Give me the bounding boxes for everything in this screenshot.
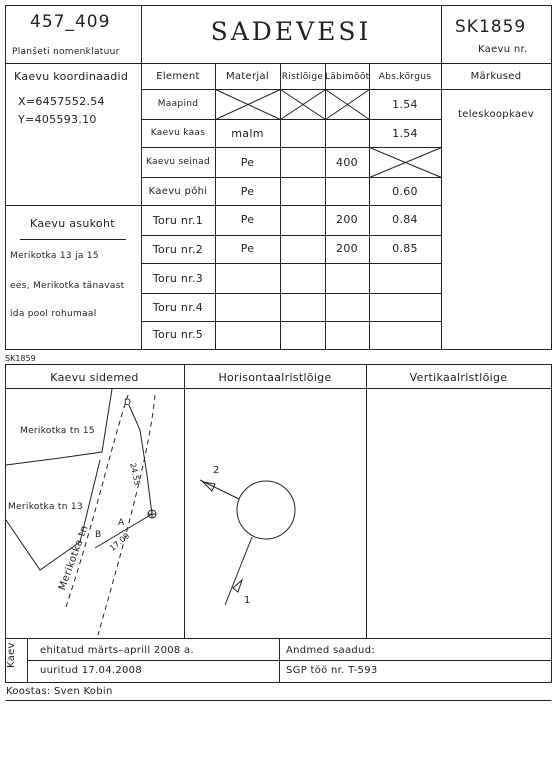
location-line-2: ees, Merikotka tänavast — [10, 281, 125, 291]
row-elevation: 0.60 — [392, 185, 418, 198]
col-header-material: Materjal — [225, 71, 270, 82]
row-element: Kaevu põhi — [148, 186, 208, 197]
location-underline — [20, 239, 126, 240]
footer-side-label: Kaev — [6, 642, 17, 668]
pipe-label-2: 2 — [213, 465, 220, 476]
well-id: SK1859 — [455, 17, 527, 37]
built-date: ehitatud märts–aprill 2008 a. — [40, 645, 194, 656]
point-label-a: A — [118, 518, 125, 528]
col-header-notes: Märkused — [470, 71, 522, 82]
row-material: Pe — [240, 185, 255, 198]
col-header-diameter: Läbimõõt — [325, 72, 370, 82]
author: Koostas: Sven Kobin — [6, 686, 113, 697]
row-element: Kaevu kaas — [150, 128, 206, 138]
col-header-element: Element — [156, 71, 200, 82]
section-id: SK1859 — [5, 354, 36, 363]
surveyed-date: uuritud 17.04.2008 — [40, 665, 143, 676]
row-diameter: 200 — [336, 242, 358, 255]
well-circle — [237, 481, 295, 539]
row-notes: teleskoopkaev — [458, 109, 534, 120]
panel-title-vertical: Vertikaalristlõige — [409, 371, 508, 384]
page-title: SADEVESI — [210, 17, 372, 46]
row-elevation: 1.54 — [392, 98, 418, 111]
location-label: Kaevu asukoht — [30, 217, 115, 230]
coord-x: X=6457552.54 — [18, 95, 105, 108]
row-element: Toru nr.3 — [152, 272, 204, 285]
row-element: Kaevu seinad — [146, 157, 210, 167]
row-element: Toru nr.2 — [152, 243, 204, 256]
col-header-cross: Ristlõige — [281, 72, 324, 82]
nomenclature-label: Planšeti nomenklatuur — [12, 47, 120, 57]
row-diameter: 400 — [336, 156, 358, 169]
dimension-label-1: 24.55 — [128, 462, 142, 487]
point-label-b: B — [95, 530, 102, 540]
row-element: Toru nr.4 — [152, 301, 204, 314]
pipe-label-1: 1 — [244, 595, 251, 606]
row-material: Pe — [240, 242, 255, 255]
row-diameter: 200 — [336, 213, 358, 226]
row-element: Toru nr.1 — [152, 214, 204, 227]
col-header-elevation: Abs.kõrgus — [378, 72, 432, 82]
street-label: Merikotka tn — [57, 523, 91, 592]
row-material: malm — [231, 127, 264, 140]
street-label-15: Merikotka tn 15 — [20, 426, 95, 436]
data-source-label: Andmed saadud: — [286, 645, 376, 656]
point-label-d: D — [124, 398, 131, 408]
row-elevation: 0.85 — [392, 242, 418, 255]
location-line-3: ida pool rohumaal — [10, 309, 97, 319]
location-line-1: Merikotka 13 ja 15 — [10, 251, 99, 261]
data-source-value: SGP töö nr. T-593 — [286, 665, 378, 676]
coord-y: Y=405593.10 — [18, 113, 97, 126]
row-material: Pe — [240, 213, 255, 226]
well-id-label: Kaevu nr. — [478, 44, 528, 55]
row-material: Pe — [240, 156, 255, 169]
dimension-label-2: 17.09 — [108, 531, 132, 553]
row-elevation: 1.54 — [392, 127, 418, 140]
row-elevation: 0.84 — [392, 213, 418, 226]
nomenclature-value: 457_409 — [30, 12, 111, 32]
panel-title-horizontal: Horisontaalristlõige — [218, 371, 332, 384]
row-element: Toru nr.5 — [152, 328, 204, 341]
panel-title-connections: Kaevu sidemed — [50, 371, 139, 384]
row-element: Maapind — [157, 99, 199, 109]
street-label-13: Merikotka tn 13 — [8, 502, 83, 512]
coords-label: Kaevu koordinaadid — [14, 70, 129, 83]
